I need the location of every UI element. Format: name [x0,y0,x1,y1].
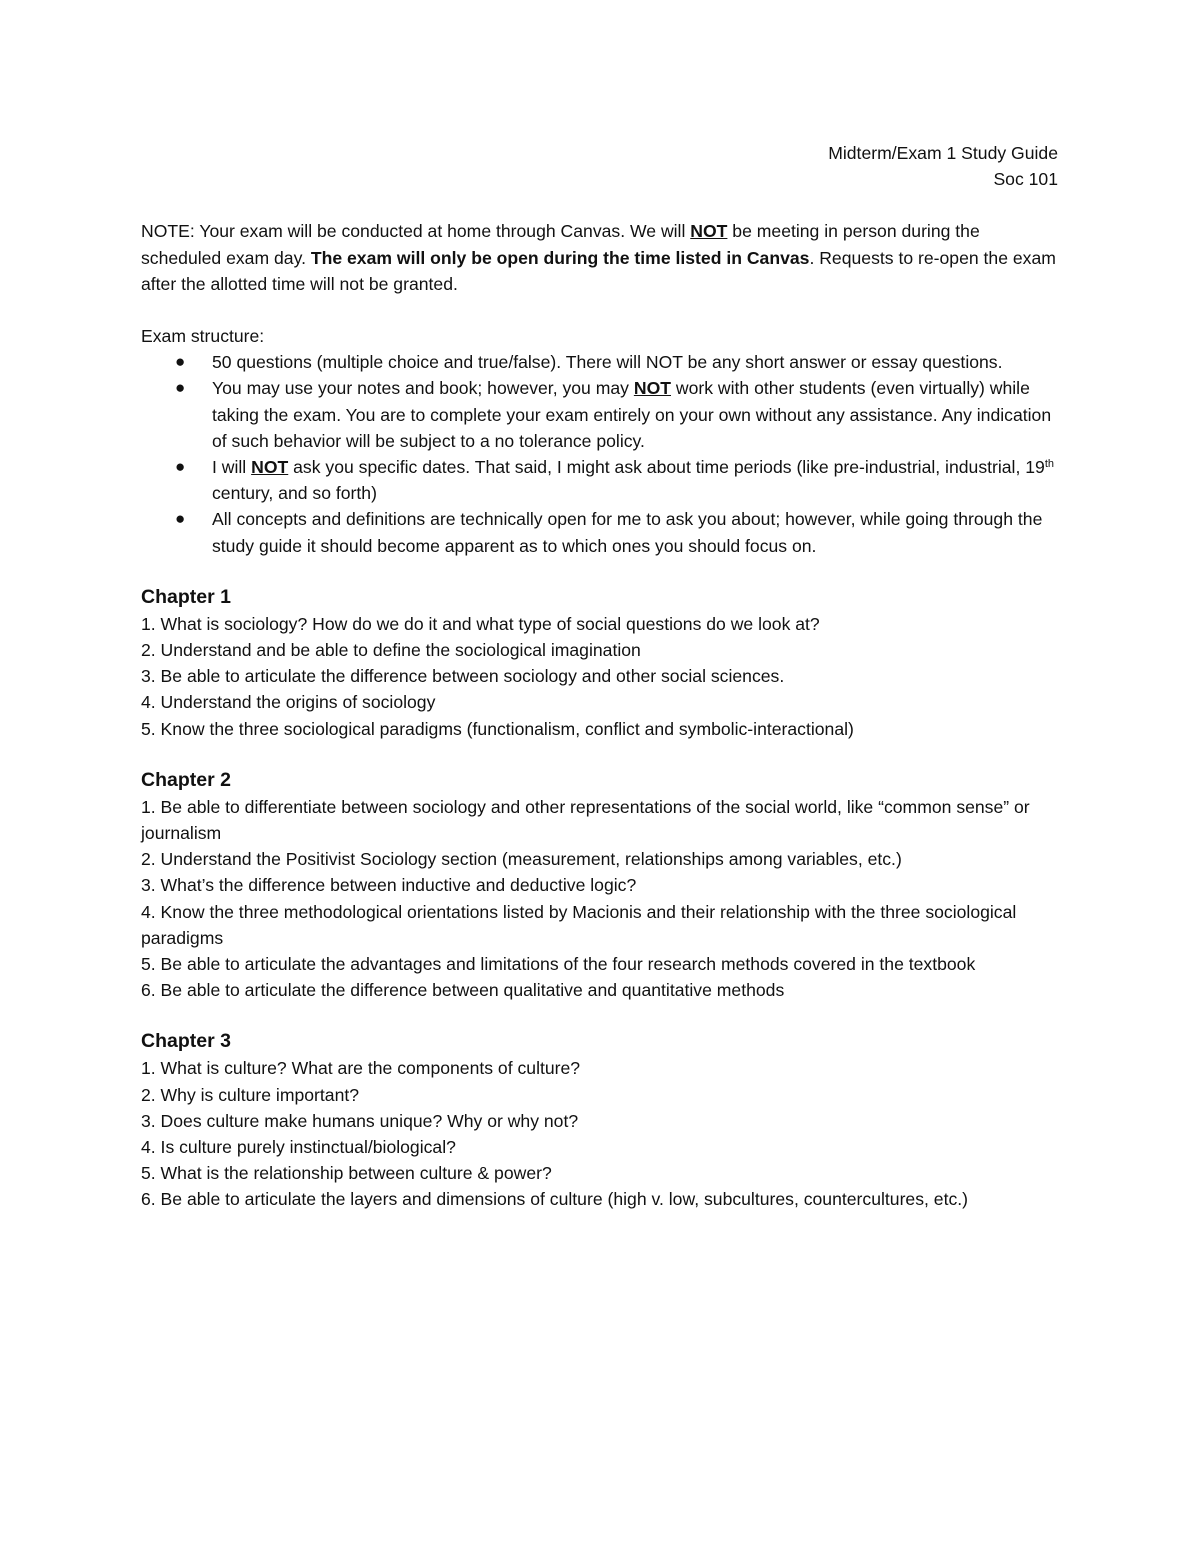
list-item: 5. What is the relationship between culture & power? [141,1163,552,1184]
chapter-questions [141,611,1058,742]
chapter-heading: Chapter 3 [141,1030,231,1053]
list-item [141,506,1058,558]
document-header [141,140,1058,192]
chapter-questions [141,794,1058,1004]
note-bold-sentence: The exam will only be open during the time listed in Canvas [310,247,810,268]
bullet-text-prefix: You may use your notes and book; however, you may [212,378,634,399]
list-item: 5. Be able to articulate the advantages and limitations of the four research methods covered in the textbook [141,954,976,975]
bullet-text: All concepts and definitions are technically open for me to ask you about; however, while going through the study guide it should become apparent as to which ones you should focus on. [212,509,1043,556]
bullet-not-emphasis: NOT [633,378,671,399]
bullet-icon: ● [175,352,186,372]
chapter-heading: Chapter 1 [141,585,231,608]
bullet-icon: ● [175,378,186,398]
bullet-icon: ● [175,457,186,476]
list-item: 3. Does culture make humans unique? Why or why not? [141,1110,579,1131]
list-item: 2. Understand the Positivist Sociology section (measurement, relationships among variables, etc.) [141,849,902,870]
exam-structure-section [141,323,1058,559]
bullet-text-suffix: work with other students (even virtually) while taking the exam. You are to complete your exam entirely on your own without any assistance. Any indication of such behavior will be subject to a no tolerance policy. [212,378,1052,451]
bullet-text: 50 questions (multiple choice and true/false). There will NOT be any short answer or essay questions. [212,352,1003,373]
list-item: 1. What is culture? What are the components of culture? [141,1058,581,1079]
bullet-text-prefix: I will [212,457,252,477]
list-item: 4. Is culture purely instinctual/biological? [141,1137,456,1158]
course-code: Soc 101 [993,169,1058,190]
note-prefix: NOTE: Your exam will be conducted at home through Canvas. We will [141,221,691,242]
list-item: 4. Understand the origins of sociology [141,692,436,713]
chapter-3-section [141,1027,1058,1212]
list-item: 3. Be able to articulate the difference between sociology and other social sciences. [141,666,785,687]
exam-structure-list [141,349,1058,559]
note-suffix: . Requests to re-open the exam after the allotted time will not be granted. [141,247,1056,294]
exam-note [141,218,1058,297]
list-item: 2. Why is culture important? [141,1084,360,1105]
bullet-icon: ● [175,509,186,529]
list-item: 3. What’s the difference between inductive and deductive logic? [141,875,637,896]
list-item [141,454,1058,506]
bullet-text-middle: ask you specific dates. That said, I might ask about time periods (like pre-industrial, industrial, 19 [288,457,1045,477]
bullet-text-suffix: century, and so forth) [212,483,377,504]
list-item [141,349,1058,375]
list-item: 1. Be able to differentiate between sociology and other representations of the social world, like “common sense” or journalism [141,796,1030,844]
list-item: 1. What is sociology? How do we do it and what type of social questions do we look at? [141,613,820,634]
list-item: 5. Know the three sociological paradigms (functionalism, conflict and symbolic-interactional) [141,718,854,739]
chapter-2-section [141,766,1058,1004]
list-item [141,375,1058,454]
chapter-heading: Chapter 2 [141,768,231,791]
note-not-emphasis: NOT [690,221,728,242]
list-item: 6. Be able to articulate the difference between qualitative and quantitative methods [141,980,785,1001]
document-title: Midterm/Exam 1 Study Guide [828,143,1058,163]
superscript-th: th [1044,458,1055,470]
note-middle: be meeting in person during the scheduled exam day. [141,221,980,268]
chapter-1-section [141,583,1058,742]
chapter-questions [141,1055,1058,1212]
exam-structure-label: Exam structure: [141,325,265,346]
list-item: 4. Know the three methodological orientations listed by Macionis and their relationship with the three sociological paradigms [141,901,1017,948]
list-item: 6. Be able to articulate the layers and dimensions of culture (high v. low, subcultures, countercultures, etc.) [141,1189,969,1210]
bullet-not-emphasis: NOT [251,457,289,477]
list-item: 2. Understand and be able to define the sociological imagination [141,640,641,661]
